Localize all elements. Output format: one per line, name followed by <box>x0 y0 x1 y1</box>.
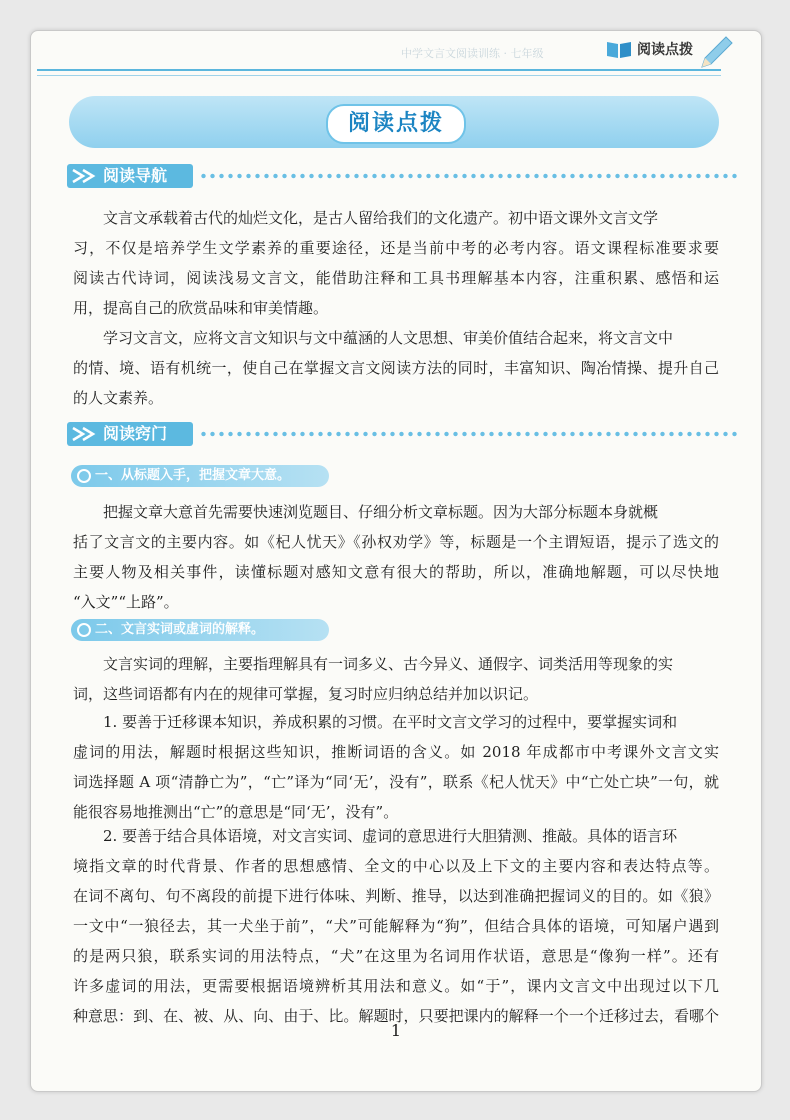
tips-paragraph-2: 文言实词的理解，主要指理解具有一词多义、古今异义、通假字、词类活用等现象的实 词，这些词语都有内在的规律可掌握，复习时应归纳总结并加以识记。 <box>73 655 674 703</box>
pencil-icon <box>696 33 736 73</box>
tips-item-1: 1. 要善于迁移课本知识，养成积累的习惯。在平时文言文学习的过程中，要掌握实词和 虚词的用法，解题时根据这些知识，推断词语的含义。如 2018 年成都市中考课外文言文实 词选择题 A 项“清静亡为”，“亡”译为“同‘无’，没有”，联系《杞人忧天》中“亡处亡块”一句，就 能很容易地推测出“亡”的意思是“同‘无’，没有”。 <box>73 713 719 821</box>
banner-title: 阅读点拨 <box>326 104 466 144</box>
tips-paragraph-1: 把握文章大意首先需要快速浏览题目、仔细分析文章标题。因为大部分标题本身就概 括了文言文的主要内容。如《杞人忧天》《孙权劝学》等，标题是一个主谓短语，提示了选文的 主要人物及相关事件，读懂标题对感知文意有很大的帮助，所以，准确地解题，可以尽快地 “入文”“上路”。 <box>73 503 719 611</box>
header-rule <box>37 69 721 71</box>
section-header-guide <box>67 164 737 190</box>
circle-icon <box>77 623 91 637</box>
header-rule-thin <box>37 75 721 76</box>
guide-paragraph-2: 学习文言文，应将文言文知识与文中蕴涵的人文思想、审美价值结合起来，将文言文中 的情、境、语有机统一，使自己在掌握文言文阅读方法的同时，丰富知识、陶冶情操、提升自己 的人文素养。 <box>73 329 719 407</box>
page-number: 1 <box>390 1021 402 1040</box>
book-icon <box>606 39 632 59</box>
dotted-divider <box>199 430 737 438</box>
running-header-label: 阅读点拨 <box>637 42 693 58</box>
section-title: 阅读导航 <box>103 166 168 185</box>
section-tag <box>67 164 193 188</box>
section-title: 阅读窍门 <box>103 424 168 443</box>
circle-icon <box>77 469 91 483</box>
double-chevron-icon <box>71 426 99 442</box>
tips-item-2: 2. 要善于结合具体语境，对文言实词、虚词的意思进行大胆猜测、推敲。具体的语言环 境指文章的时代背景、作者的思想感情、全文的中心以及上下文的主要内容和表达特点等。 在词不离句、句不离段的前提下进行体味、判断、推导，以达到准确把握词义的目的。如《狼》 一文中“一狼径去，其一犬坐于前”，“犬”可能解释为“狗”，但结合具体的语境，可知屠户遇到 的是两只狼，联系实词的用法特点，“犬”在这里为名词用作状语，意思是“像狗一样”。还有 许多虚词的用法，更需要根据语境辨析其用法和意义。如“于”，课内文言文中出现过以下几 种意思：到、在、被、从、向、由于、比。解题时，只要把课内的解释一个一个迁移过去，看哪个 <box>73 827 719 1025</box>
running-header-faint-text: 中学文言文阅读训练 · 七年级 <box>401 47 544 60</box>
subheading-1: 一、从标题入手，把握文章大意。 <box>71 465 329 487</box>
guide-paragraph-1: 文言文承载着古代的灿烂文化，是古人留给我们的文化遗产。初中语文课外文言文学 习，不仅是培养学生文学素养的重要途径，还是当前中考的必考内容。语文课程标准要求要 阅读古代诗词，阅读浅易文言文，能借助注释和工具书理解基本内容，注重积累、感悟和运 用，提高自己的欣赏品味和审美情趣。 <box>73 209 719 317</box>
section-tag <box>67 422 193 446</box>
double-chevron-icon <box>71 168 99 184</box>
section-header-tips <box>67 422 737 448</box>
book-page <box>30 30 762 1092</box>
dotted-divider <box>199 172 737 180</box>
running-header <box>31 31 761 91</box>
subheading-2: 二、文言实词或虚词的解释。 <box>71 619 329 641</box>
